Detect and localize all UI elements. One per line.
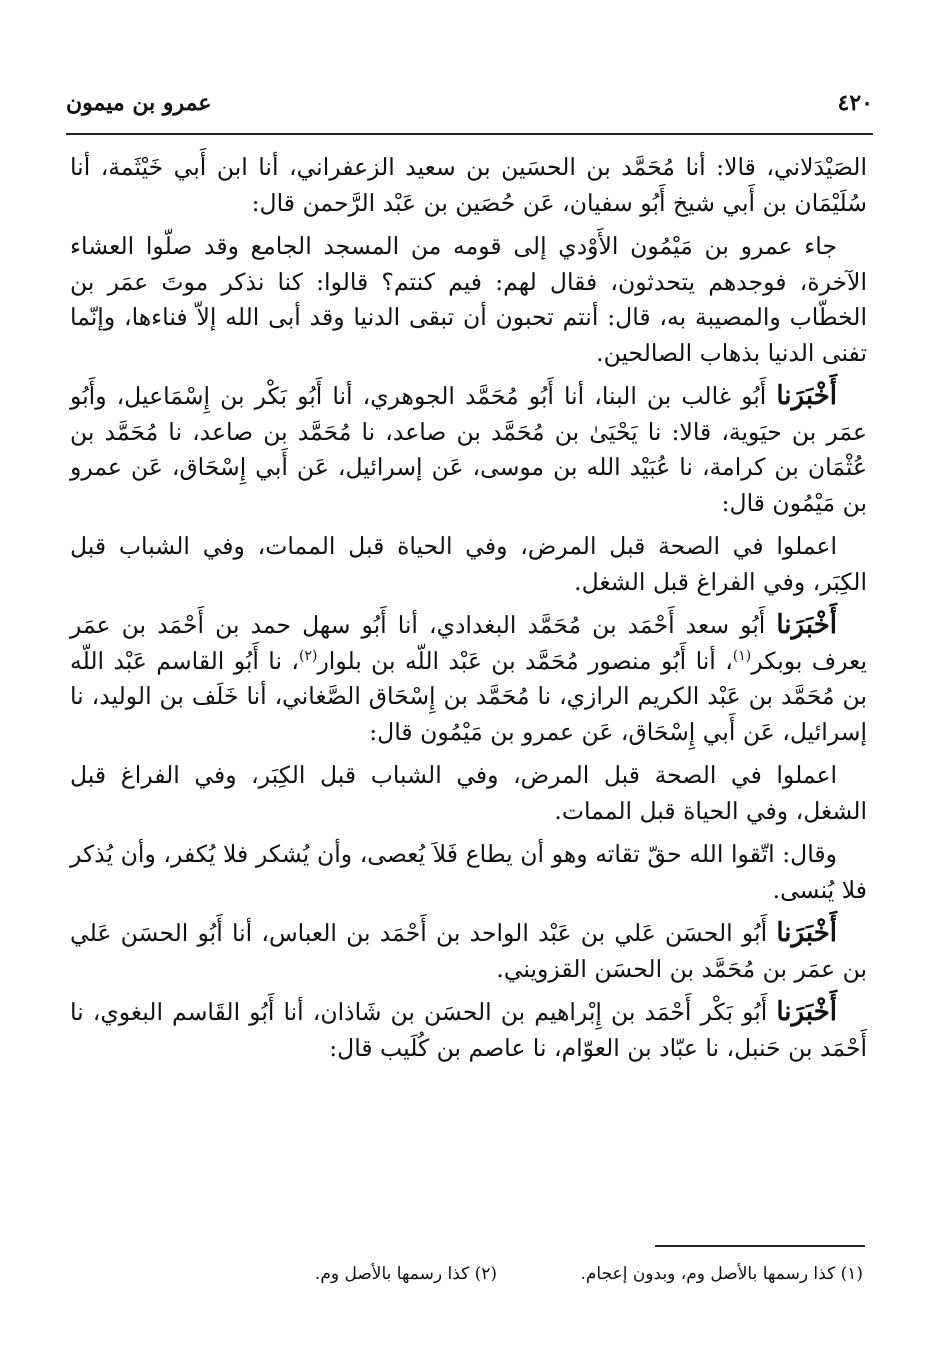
- paragraph-text: أَبُو سعد أَحْمَد بن مُحَمَّد البغدادي، أنا أَبُو سهل حمد بن أَحْمَد بن عمَر يعرف بوبكر: [70, 611, 867, 675]
- footnote-text: كذا رسمها بالأصل وم، وبدون إعجام.: [580, 1264, 836, 1284]
- paragraph-text: الصَيْدَلاني، قالا: أنا مُحَمَّد بن الحسَين بن سعيد الزعفراني، أنا ابن أَبي خَيْثَمة، أنا سُلَيْمَان بن أَبي شيخ أَبُو سفيان، عَن حُصَين بن عَبْد الرَّحمن قال:: [70, 153, 867, 217]
- paragraph-isnad: [70, 916, 867, 987]
- paragraph-text: جاء عمرو بن مَيْمُون الأَوْدي إلى قومه من المسجد الجامع وقد صلّوا العشاء الآخرة، فوجدهم يتحدثون، فقال لهم: فيم كنتم؟ قالوا: كنا نذكر موتَ عمَر بن الخطّاب والمصيبة به، قال: أنتم تحبون أن تبقى الدنيا وقد أبى الله إلاّ فناءها، وإنّما تفنى الدنيا بذهاب الصالحين.: [70, 232, 867, 367]
- footnote-ref-2[interactable]: (٢): [298, 647, 318, 664]
- footnote-marker: (٢): [474, 1264, 498, 1284]
- main-text: [70, 150, 867, 1074]
- akhbarana-keyword: أَخْبَرَنا: [776, 918, 837, 948]
- paragraph-text: ، أنا أَبُو منصور مُحَمَّد بن عَبْد اللّه بن بلوار: [317, 646, 733, 675]
- paragraph-text: ، نا أَبُو القاسم عَبْد اللّه بن مُحَمَّد بن عَبْد الكريم الرازي، نا مُحَمَّد بن إِسْحَاق الصَّغاني، أنا خَلَف بن الوليد، نا إسرائيل، عَن أَبي إِسْحَاق، عَن عمرو بن مَيْمُون قال:: [70, 646, 867, 746]
- paragraph-isnad: [70, 608, 867, 750]
- paragraph-isnad: [70, 379, 867, 521]
- footnote-2: [315, 1261, 497, 1287]
- paragraph-saying: [70, 758, 867, 829]
- paragraph-text: اعملوا في الصحة قبل المرض، وفي الشباب قبل الكِبَر، وفي الفراغ قبل الشغل، وفي الحياة قبل الممات.: [70, 761, 867, 825]
- footnote-ref-1[interactable]: (١): [732, 647, 752, 664]
- header-rule: [66, 133, 873, 135]
- paragraph-narration: [70, 229, 867, 371]
- paragraph-saying: [70, 837, 867, 908]
- page-number: ٤٢٠: [837, 90, 873, 116]
- paragraph-text: وقال: اتّقوا الله حقّ تقاته وهو أن يطاع فَلاَ يُعصى، وأن يُشكر فلا يُكفر، وأن يُذكر فلا يُنسى.: [70, 840, 867, 904]
- footnote-1: [580, 1261, 863, 1287]
- paragraph-saying: [70, 529, 867, 600]
- footnote-rule: [655, 1245, 865, 1247]
- akhbarana-keyword: أَخْبَرَنا: [776, 997, 837, 1027]
- footnote-marker: (١): [840, 1264, 863, 1284]
- footnotes: [250, 1261, 863, 1287]
- paragraph-text: أَبُو غالب بن البنا، أنا أَبُو مُحَمَّد الجوهري، أنا أَبُو بَكْر بن إِسْمَاعيل، وأَبُو عمَر بن حيَوية، قالا: نا يَحْيَىٰ بن مُحَمَّد بن صاعد، نا مُحَمَّد بن صاعد، نا مُحَمَّد بن عُثْمَان بن كرامة، نا عُبَيْد الله بن موسى، عَن إسرائيل، عَن أَبي إِسْحَاق، عَن عمرو بن مَيْمُون قال:: [70, 382, 867, 517]
- running-header: [66, 86, 873, 122]
- running-title: عمرو بن ميمون: [66, 90, 212, 116]
- paragraph-text: أَبُو الحسَن عَلي بن عَبْد الواحد بن أَحْمَد بن العباس، أنا أَبُو الحسَن عَلي بن عمَر بن مُحَمَّد بن الحسَن القزويني.: [70, 919, 867, 983]
- paragraph-isnad: [70, 995, 867, 1066]
- paragraph-text: اعملوا في الصحة قبل المرض، وفي الحياة قبل الممات، وفي الشباب قبل الكِبَر، وفي الفراغ قبل الشغل.: [70, 532, 867, 596]
- paragraph-text: أَبُو بَكْر أَحْمَد بن إِبْراهيم بن الحسَن بن شَاذان، أنا أَبُو القَاسم البغوي، نا أَحْمَد بن حَنبل، نا عبّاد بن العوّام، نا عاصم بن كُلَيب قال:: [70, 998, 867, 1062]
- footnote-text: كذا رسمها بالأصل وم.: [314, 1264, 470, 1284]
- akhbarana-keyword: أَخْبَرَنا: [776, 610, 837, 640]
- paragraph-isnad-continuation: [70, 150, 867, 221]
- akhbarana-keyword: أَخْبَرَنا: [776, 381, 837, 411]
